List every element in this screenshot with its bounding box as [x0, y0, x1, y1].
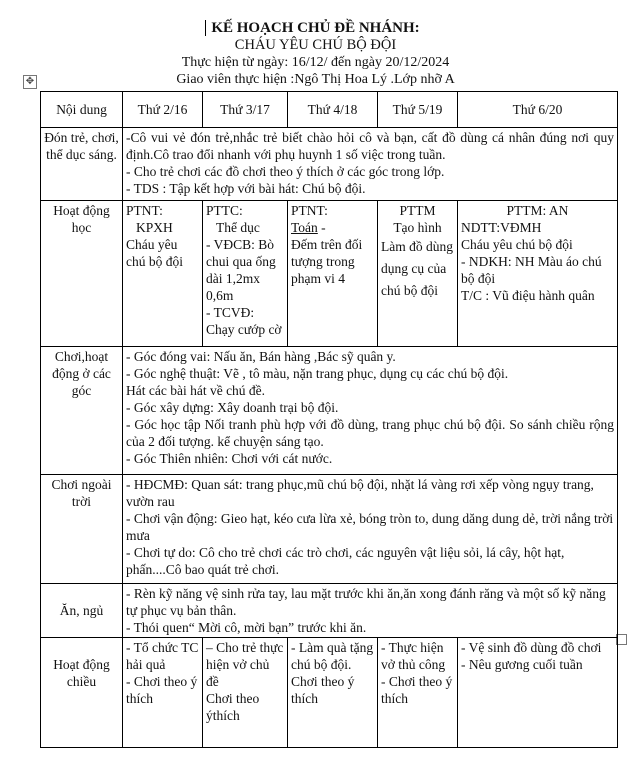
hdh-tue-title: PTTC:: [206, 203, 243, 218]
col-header-wed: Thứ 4/18: [288, 92, 378, 128]
hdh-fri: [458, 201, 618, 347]
row-choi-goc: [41, 347, 618, 475]
plan-teacher: Giao viên thực hiện :Ngô Thị Hoa Lý .Lớp nhỡ A: [176, 72, 455, 87]
choi-ngoai-line: - Chơi vận động: Gieo hạt, kéo cưa lừa xẻ, bóng tròn to, dung dăng dung dẻ, trời nắng trời mưa: [126, 511, 614, 543]
an-ngu-line: - Thói quen“ Mời cô, mời bạn” trước khi ăn.: [126, 620, 367, 635]
an-ngu-line: - Rèn kỹ năng vệ sinh rửa tay, lau mặt trước khi ăn,ăn xong đánh răng và một số kỹ năng tự phục vụ bản thân.: [126, 586, 606, 618]
choi-goc-line: - Góc Thiên nhiên: Chơi với cát nước.: [126, 451, 333, 466]
hdh-thu-title: PTTM: [399, 203, 436, 218]
hdh-mon-sub: KPXH: [136, 220, 173, 235]
row-label-hoat-dong-hoc: Hoạt động học: [41, 201, 123, 347]
col-header-thu: Thứ 5/19: [378, 92, 458, 128]
hdh-wed-sub: Toán: [291, 220, 318, 235]
choi-goc-line: Hát các bài hát về chú đề.: [126, 383, 266, 398]
hdh-wed: [288, 201, 378, 347]
row-label-don-tre: Đón trẻ, chơi, thể dục sáng.: [41, 128, 123, 201]
col-header-content: Nội dung: [41, 92, 123, 128]
chieu-fri-line: - Vệ sinh đồ dùng đồ chơi: [461, 640, 602, 655]
col-header-fri: Thứ 6/20: [458, 92, 618, 128]
hdh-tue-line: - TCVĐ:: [206, 305, 255, 320]
hdh-thu: [378, 201, 458, 347]
col-header-tue: Thứ 3/17: [203, 92, 288, 128]
choi-goc-line: - Góc đóng vai: Nấu ăn, Bán hàng ,Bác sỹ quân y.: [126, 349, 396, 364]
don-tre-content: [123, 128, 618, 201]
chieu-thu-line: - Thực hiện vở thủ công: [381, 640, 446, 672]
plan-dates: Thực hiện từ ngày: 16/12/ đến ngày 20/12/2024: [181, 55, 450, 70]
chieu-mon-line: - Tổ chức TC hải quả: [126, 640, 199, 672]
hdh-mon-body: Cháu yêu chú bộ đội: [126, 237, 183, 269]
chieu-tue-line: Chơi theo ýthích: [206, 691, 260, 723]
hdh-fri-line: - NDKH: NH Màu áo chú bộ đội: [461, 254, 602, 286]
row-hoat-dong-chieu: [41, 638, 618, 748]
hdh-tue-line: - VĐCB: Bò chui qua ống dài 1,2mx 0,6m: [206, 237, 276, 303]
table-move-handle-icon[interactable]: ✥: [23, 75, 37, 89]
hdh-mon-title: PTNT:: [126, 203, 163, 218]
chieu-mon: [123, 638, 203, 748]
hdh-tue-line: Chạy cướp cờ: [206, 322, 282, 337]
choi-ngoai-line: - HĐCMĐ: Quan sát: trang phục,mũ chú bộ đội, nhặt lá vàng rơi xếp vòng ngụy trang, vườn rau: [126, 477, 594, 509]
chieu-thu: [378, 638, 458, 748]
hdh-tue: [203, 201, 288, 347]
choi-ngoai-content: [123, 475, 618, 584]
row-hoat-dong-hoc: [41, 201, 618, 347]
choi-goc-line: - Góc học tập Nối tranh phù hợp với đồ dùng, trang phục chú bộ đội. So sánh chiều rộng của 2 đối tượng. kể chuyện sáng tạo.: [126, 417, 614, 449]
hdh-fri-line: NDTT:VĐMH: [461, 220, 542, 235]
hdh-mon: [123, 201, 203, 347]
choi-goc-line: - Góc xây dựng: Xây doanh trại bộ đội.: [126, 400, 339, 415]
chieu-wed: [288, 638, 378, 748]
an-ngu-content: [123, 584, 618, 638]
hdh-wed-title: PTNT:: [291, 203, 328, 218]
choi-ngoai-line: - Chơi tự do: Cô cho trẻ chơi các trò chơi, các nguyên vật liệu sỏi, lá cây, hột hạt, phấn....Cô bao quát trẻ chơi.: [126, 545, 565, 577]
hdh-fri-line: Cháu yêu chú bộ đội: [461, 237, 573, 252]
plan-table: [40, 91, 618, 748]
plan-title: KẾ HOẠCH CHỦ ĐỀ NHÁNH:: [211, 20, 420, 36]
choi-goc-content: [123, 347, 618, 475]
hdh-fri-line: T/C : Vũ điệu hành quân: [461, 288, 595, 303]
table-header-row: [41, 92, 618, 128]
row-an-ngu: [41, 584, 618, 638]
chieu-tue-line: – Cho trẻ thực hiện vở chủ đề: [206, 640, 284, 689]
row-label-hoat-dong-chieu: Hoạt động chiều: [41, 638, 123, 748]
don-tre-line: - Cho trẻ chơi các đồ chơi theo ý thích ở các góc trong lớp.: [126, 164, 445, 179]
hdh-thu-body: Làm đồ dùng dụng cụ của chú bộ đội: [381, 239, 453, 298]
hdh-tue-sub: Thể dục: [216, 220, 260, 235]
row-don-tre: [41, 128, 618, 201]
hdh-fri-title: PTTM: AN: [506, 203, 569, 218]
row-label-an-ngu: Ăn, ngủ: [41, 584, 123, 638]
hdh-thu-sub: Tạo hình: [393, 220, 442, 235]
row-label-choi-ngoai-troi: Chơi ngoài trời: [41, 475, 123, 584]
chieu-thu-line: - Chơi theo ý thích: [381, 674, 453, 706]
don-tre-line: -Cô vui vẻ đón trẻ,nhắc trẻ biết chào hỏi cô và bạn, cất đồ dùng cá nhân đúng nơi quy định.Cô trao đổi nhanh với phụ huynh 1 số việc trong tuần.: [126, 130, 614, 162]
chieu-fri-line: - Nêu gương cuối tuần: [461, 657, 583, 672]
choi-goc-line: - Góc nghệ thuật: Vẽ , tô màu, nặn trang phục, dụng cụ các chú bộ đội.: [126, 366, 509, 381]
chieu-fri: [458, 638, 618, 748]
chieu-wed-line: Chơi theo ý thích: [291, 674, 355, 706]
chieu-tue: [203, 638, 288, 748]
row-label-choi-goc: Chơi,hoạt động ở các góc: [41, 347, 123, 475]
hdh-wed-body: Đếm trên đối tượng trong phạm vi 4: [291, 237, 363, 286]
chieu-mon-line: - Chơi theo ý thích: [126, 674, 198, 706]
row-choi-ngoai-troi: [41, 475, 618, 584]
hdh-wed-dash: -: [317, 220, 326, 235]
chieu-wed-line: - Làm quà tặng chú bộ đội.: [291, 640, 374, 672]
plan-subtitle: CHÁU YÊU CHÚ BỘ ĐỘI: [234, 37, 397, 53]
don-tre-line: - TDS : Tập kết hợp với bài hát: Chú bộ đội.: [126, 181, 366, 196]
col-header-mon: Thứ 2/16: [123, 92, 203, 128]
